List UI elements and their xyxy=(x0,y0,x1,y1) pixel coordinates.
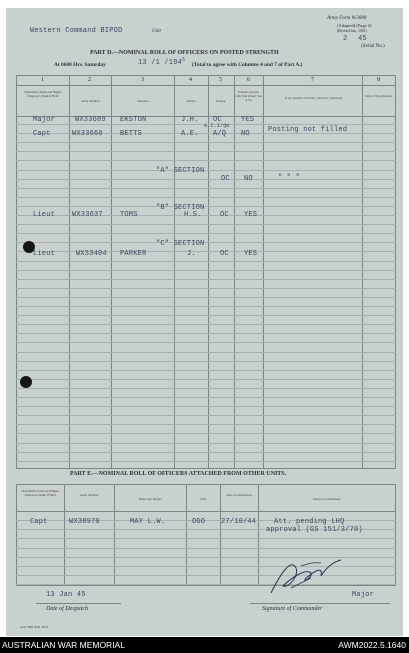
present-cell: YES xyxy=(244,250,258,258)
ruled-line xyxy=(16,206,396,207)
ruled-line xyxy=(16,251,396,252)
col-number: 3 xyxy=(141,77,144,83)
nature-cell: approval (GS 151/3/70) xyxy=(266,526,363,534)
adapted-label: (Adapted) (Page 2) xyxy=(337,23,372,28)
ruled-line xyxy=(16,424,396,425)
at-hours-label: At 0600 Hrs. Saturday xyxy=(54,62,106,68)
e-col-border-5 xyxy=(258,484,259,586)
ruled-line xyxy=(16,443,396,444)
e-col-border-6 xyxy=(395,484,396,586)
ruled-line xyxy=(16,433,396,434)
signature-scribble xyxy=(261,548,351,598)
date-cell: 27/10/44 xyxy=(221,518,257,526)
ruled-line xyxy=(16,170,396,171)
rank-cell: Lieut xyxy=(33,211,56,219)
print-code: A.W. 1984 10/41 10/41 xyxy=(20,625,49,629)
ruled-line xyxy=(16,379,396,380)
ruled-line xyxy=(16,415,396,416)
section-heading: "A" SECTION xyxy=(156,167,205,175)
ruled-line xyxy=(16,388,396,389)
total-note: (Total to agree with Columns 4 and 7 of Part A.) xyxy=(192,62,303,68)
col-border-6 xyxy=(263,75,264,469)
part-e-title: PART E.—NOMINAL ROLL OF OFFICERS ATTACHED FROM OTHER UNITS. xyxy=(70,471,287,477)
col-header: Initials. xyxy=(186,99,197,103)
ruled-line xyxy=(16,538,396,539)
ruled-line xyxy=(16,279,396,280)
col-header: Posting. xyxy=(215,99,227,103)
col-border-3 xyxy=(174,75,175,469)
surname-cell: BETTS xyxy=(120,130,143,138)
ruled-line xyxy=(16,233,396,234)
table-top-rule xyxy=(16,75,396,76)
unit-name: Western Command BIPOD xyxy=(30,27,123,35)
col-header: Unit. xyxy=(200,497,207,501)
initials-cell: A.E. xyxy=(181,130,199,138)
present-cell: YES xyxy=(244,211,258,219)
ruled-line xyxy=(16,333,396,334)
posting-cell: OC xyxy=(220,211,229,219)
col-border-5 xyxy=(234,75,235,469)
section-heading: "B" SECTION xyxy=(156,204,205,212)
ruled-line xyxy=(16,297,396,298)
ruled-line xyxy=(16,224,396,225)
e-col-border-0 xyxy=(16,484,17,586)
col-border-0 xyxy=(16,75,17,469)
rank-cell: Capt xyxy=(33,130,51,138)
ruled-line xyxy=(16,452,396,453)
footer-bar xyxy=(0,637,409,653)
army-number-cell: WX38970 xyxy=(69,518,100,526)
col-number: 8 xyxy=(377,77,380,83)
nature-cell: Att. pending LHQ xyxy=(274,518,345,526)
ruled-line xyxy=(16,160,396,161)
col-number: 1 xyxy=(41,77,44,83)
roll-date: 13 /1 /194 xyxy=(138,59,183,67)
posting-cell: OC xyxy=(213,116,222,124)
header-bottom-rule xyxy=(16,116,396,117)
col-header: Date of Detach-ment. xyxy=(365,94,393,98)
rank-cell: Major xyxy=(33,116,56,124)
ruled-line xyxy=(16,197,396,198)
army-number-cell: WX33404 xyxy=(76,250,107,258)
initials-cell: H.S. xyxy=(184,211,202,219)
despatch-label: Date of Despatch xyxy=(46,606,88,612)
surname-cell: EKSTON xyxy=(120,116,147,124)
part-d-title: PART D.—NOMINAL ROLL OF OFFICERS ON POSTED STRENGTH xyxy=(90,50,279,56)
posting-cell: OC xyxy=(220,250,229,258)
e-col-border-4 xyxy=(220,484,221,586)
col-number: 7 xyxy=(311,77,314,83)
roll-date-year: 5 xyxy=(182,57,186,63)
posting-note: A.I.I/Qm xyxy=(204,123,230,129)
name-cell: MAY L.W. xyxy=(130,518,166,526)
ruled-line xyxy=(16,142,396,143)
col-header: Substantive Rank and Higher Temporary Rank if Held. xyxy=(21,489,60,497)
col-border-2 xyxy=(111,75,112,469)
e-col-border-1 xyxy=(64,484,65,586)
table-bottom-rule xyxy=(16,468,396,469)
commander-line xyxy=(250,603,390,604)
serial-label: (Serial No.) xyxy=(361,44,385,49)
col-number: 6 xyxy=(247,77,250,83)
army-number-cell: WX33637 xyxy=(72,211,103,219)
col-header: Whether present with Unit (insert Yes or No xyxy=(235,90,262,102)
ruled-line xyxy=(16,342,396,343)
col-header: Date of Attachment. xyxy=(226,493,253,497)
ruled-line xyxy=(16,461,396,462)
ruled-line xyxy=(16,179,396,180)
surname-cell: PARKER xyxy=(120,250,147,258)
rank-cell: Lieut xyxy=(33,250,56,258)
part-e-header-rule xyxy=(16,511,396,512)
initials-cell: J. xyxy=(187,250,196,258)
ruled-line xyxy=(16,188,396,189)
commander-rank: Major xyxy=(352,591,375,599)
posting-cell: OC xyxy=(221,175,230,183)
column-number-rule xyxy=(16,85,396,86)
col-number: 5 xyxy=(219,77,222,83)
ruled-line xyxy=(16,352,396,353)
ruled-line xyxy=(16,315,396,316)
despatch-line xyxy=(36,603,121,604)
col-border-8 xyxy=(395,75,396,469)
surname-cell: TOMS xyxy=(120,211,138,219)
commander-label: Signature of Commander xyxy=(262,606,323,612)
revised-label: (Revised Jan., 1943) xyxy=(337,29,367,33)
army-form-label: Army Form W.3008 xyxy=(327,16,367,21)
present-cell: NO xyxy=(244,175,253,183)
e-col-border-2 xyxy=(114,484,115,586)
col-header: Army Number. xyxy=(80,99,101,103)
ruled-line xyxy=(16,306,396,307)
ruled-line xyxy=(16,361,396,362)
e-col-border-3 xyxy=(186,484,187,586)
unit-cell: OGO xyxy=(192,518,206,526)
part-e-top-rule xyxy=(16,484,396,485)
employment-cell: " " " xyxy=(278,174,301,182)
form-sheet xyxy=(6,8,403,636)
col-number: 2 xyxy=(88,77,91,83)
present-cell: YES xyxy=(241,116,255,124)
initials-cell: J.H. xyxy=(181,116,199,124)
army-number-cell: WX33689 xyxy=(75,116,106,124)
footer-accession: AWM2022.5.1640 xyxy=(338,640,406,650)
col-border-1 xyxy=(69,75,70,469)
punch-hole xyxy=(20,376,32,388)
ruled-line xyxy=(16,370,396,371)
col-number: 4 xyxy=(189,77,192,83)
serial-year: 45 xyxy=(358,35,367,43)
ruled-line xyxy=(16,324,396,325)
unit-label: Unit xyxy=(152,29,161,34)
col-header: Nature of Attachment. xyxy=(312,497,342,501)
despatch-date: 13 Jan 45 xyxy=(46,591,86,599)
serial-number: 2 xyxy=(343,35,348,43)
punch-hole xyxy=(23,241,35,253)
col-border-7 xyxy=(362,75,363,469)
col-header: Army Number. xyxy=(79,493,100,497)
ruled-line xyxy=(16,406,396,407)
col-header: Surname. xyxy=(136,99,150,103)
col-border-4 xyxy=(208,75,209,469)
ruled-line xyxy=(16,270,396,271)
ruled-line xyxy=(16,261,396,262)
present-cell: NO xyxy=(241,130,250,138)
col-header: Substantive Rank and Higher Temporary Rank if Held. xyxy=(24,90,62,98)
footer-credit: AUSTRALIAN WAR MEMORIAL xyxy=(2,640,125,650)
employment-cell: Posting not filled xyxy=(268,126,348,134)
army-number-cell: WX33660 xyxy=(72,130,103,138)
col-header: Name and Initials. xyxy=(138,497,163,501)
rank-cell: Capt xyxy=(30,518,48,526)
section-heading: "C" SECTION xyxy=(156,240,205,248)
ruled-line xyxy=(16,242,396,243)
ruled-line xyxy=(16,151,396,152)
ruled-line xyxy=(16,397,396,398)
ruled-line xyxy=(16,288,396,289)
posting-cell: A/Q xyxy=(213,130,227,138)
col-header: If not present with Unit, state how employed. xyxy=(285,96,343,100)
